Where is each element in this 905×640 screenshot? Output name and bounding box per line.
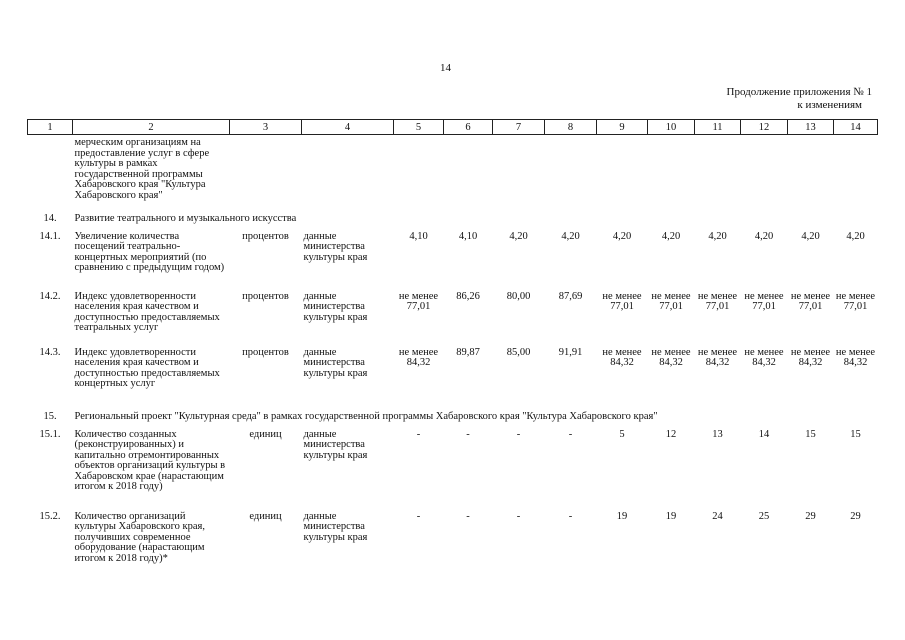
section-number: 15. bbox=[43, 410, 57, 422]
unit: единиц bbox=[249, 428, 282, 440]
indicator-name: Количество организаций культуры Хабаровского края, получивших современное оборудование (нарастающим итогом к 2018 году)* bbox=[74, 510, 206, 564]
column-number-7: 7 bbox=[493, 120, 545, 135]
value-cell: 4,10 bbox=[409, 230, 428, 242]
value-cell: 19 bbox=[665, 510, 677, 522]
table-row bbox=[28, 509, 878, 579]
value-cell: 4,20 bbox=[801, 230, 820, 242]
row-number: 15.2. bbox=[39, 510, 61, 522]
value-cell: 4,20 bbox=[708, 230, 727, 242]
row-number: 14.1. bbox=[39, 230, 61, 242]
value-cell: 4,10 bbox=[458, 230, 478, 242]
indicator-name: Увеличение количества посещений театрально-концертных мероприятий (по сравнению с предыдущим годом) bbox=[74, 230, 225, 273]
value-cell: - bbox=[516, 428, 521, 440]
unit: процентов bbox=[242, 290, 289, 302]
column-number-4: 4 bbox=[302, 120, 394, 135]
value-cell: 12 bbox=[665, 428, 677, 440]
value-cell: 4,20 bbox=[661, 230, 681, 242]
value-cell: 87,69 bbox=[558, 290, 583, 302]
value-cell: - bbox=[568, 428, 573, 440]
value-cell: - bbox=[466, 510, 470, 522]
table-body bbox=[28, 135, 878, 579]
data-source: данные министерства культуры края bbox=[303, 510, 368, 543]
column-number-10: 10 bbox=[648, 120, 695, 135]
value-cell: не менее 84,32 bbox=[744, 346, 784, 368]
continuation-line-2: к изменениям bbox=[797, 99, 862, 111]
table-row bbox=[28, 345, 878, 409]
data-source: данные министерства культуры края bbox=[303, 290, 368, 323]
value-cell bbox=[444, 135, 493, 211]
value-cell: не менее 77,01 bbox=[835, 290, 876, 312]
value-cell: 15 bbox=[850, 428, 861, 440]
value-cell: не менее 77,01 bbox=[744, 290, 784, 312]
data-source: данные министерства культуры края bbox=[303, 428, 368, 461]
column-number-5: 5 bbox=[394, 120, 444, 135]
value-cell bbox=[597, 135, 648, 211]
value-cell bbox=[788, 135, 834, 211]
column-number-11: 11 bbox=[695, 120, 741, 135]
data-source: данные министерства культуры края bbox=[303, 346, 368, 379]
indicator-name: мерческим организациям на предоставление услуг в сфере культуры в рамках государственной программы Хабаровского края "Культура Хабаровского края" bbox=[74, 137, 210, 201]
value-cell: 85,00 bbox=[506, 346, 531, 358]
column-number-12: 12 bbox=[741, 120, 788, 135]
column-number-8: 8 bbox=[545, 120, 597, 135]
row-number: 14.3. bbox=[39, 346, 61, 358]
value-cell bbox=[394, 135, 444, 211]
continuation-note bbox=[727, 86, 872, 112]
value-cell: 91,91 bbox=[558, 346, 583, 358]
data-source: данные министерства культуры края bbox=[303, 230, 368, 263]
value-cell: не менее 84,32 bbox=[790, 346, 831, 368]
value-cell: 86,26 bbox=[456, 290, 480, 302]
continuation-line-1: Продолжение приложения № 1 bbox=[726, 86, 872, 98]
unit: процентов bbox=[242, 346, 289, 358]
value-cell: 4,20 bbox=[754, 230, 774, 242]
column-number-9: 9 bbox=[597, 120, 648, 135]
table-row bbox=[28, 135, 878, 211]
value-cell: - bbox=[568, 510, 573, 522]
section-row bbox=[28, 211, 878, 229]
value-cell: не менее 77,01 bbox=[602, 290, 642, 312]
value-cell: не менее 77,01 bbox=[651, 290, 691, 312]
column-number-3: 3 bbox=[230, 120, 302, 135]
value-cell: не менее 84,32 bbox=[697, 346, 738, 368]
row-number bbox=[28, 135, 73, 211]
value-cell bbox=[695, 135, 741, 211]
value-cell: 13 bbox=[712, 428, 723, 440]
value-cell bbox=[545, 135, 597, 211]
value-cell: не менее 84,32 bbox=[651, 346, 691, 368]
value-cell: 14 bbox=[758, 428, 770, 440]
section-title: Развитие театрального и музыкального искусства bbox=[74, 212, 297, 224]
section-row bbox=[28, 409, 878, 427]
value-cell bbox=[741, 135, 788, 211]
unit: единиц bbox=[249, 510, 282, 522]
column-number-6: 6 bbox=[444, 120, 493, 135]
data-source bbox=[302, 135, 394, 211]
table-row bbox=[28, 427, 878, 509]
unit: процентов bbox=[242, 230, 289, 242]
value-cell: не менее 84,32 bbox=[602, 346, 642, 368]
value-cell: 4,20 bbox=[846, 230, 865, 242]
indicator-name: Количество созданных (реконструированных) и капитально отремонтированных объектов организаций культуры в Хабаровском крае (нарастающим итогом к 2018 году) bbox=[74, 428, 226, 492]
value-cell: не менее 84,32 bbox=[398, 346, 439, 368]
column-number-2: 2 bbox=[73, 120, 230, 135]
column-number-13: 13 bbox=[788, 120, 834, 135]
value-cell: 19 bbox=[616, 510, 628, 522]
section-number: 14. bbox=[43, 212, 57, 224]
table-row bbox=[28, 289, 878, 345]
section-title: Региональный проект "Культурная среда" в рамках государственной программы Хабаровского края "Культура Хабаровского края" bbox=[74, 410, 658, 422]
value-cell: 29 bbox=[850, 510, 861, 522]
page-number: 14 bbox=[440, 62, 451, 74]
row-number: 15.1. bbox=[39, 428, 61, 440]
value-cell: 89,87 bbox=[456, 346, 480, 358]
column-number-1: 1 bbox=[28, 120, 73, 135]
unit bbox=[230, 135, 302, 211]
value-cell: 80,00 bbox=[506, 290, 531, 302]
value-cell: 15 bbox=[805, 428, 816, 440]
value-cell: 4,20 bbox=[509, 230, 528, 242]
value-cell bbox=[834, 135, 878, 211]
value-cell: 29 bbox=[805, 510, 816, 522]
value-cell: не менее 77,01 bbox=[790, 290, 831, 312]
value-cell: - bbox=[416, 510, 421, 522]
table-row bbox=[28, 229, 878, 289]
value-cell: 4,20 bbox=[561, 230, 580, 242]
value-cell: не менее 77,01 bbox=[697, 290, 738, 312]
row-number: 14.2. bbox=[39, 290, 61, 302]
value-cell: не менее 77,01 bbox=[398, 290, 439, 312]
value-cell bbox=[493, 135, 545, 211]
value-cell: - bbox=[416, 428, 421, 440]
indicators-table bbox=[27, 119, 878, 579]
value-cell: 5 bbox=[619, 428, 625, 440]
value-cell: - bbox=[516, 510, 521, 522]
value-cell: - bbox=[466, 428, 470, 440]
column-number-row bbox=[28, 120, 878, 135]
column-number-14: 14 bbox=[834, 120, 878, 135]
value-cell: 4,20 bbox=[612, 230, 632, 242]
value-cell: 25 bbox=[758, 510, 770, 522]
value-cell bbox=[648, 135, 695, 211]
value-cell: 24 bbox=[712, 510, 723, 522]
value-cell: не менее 84,32 bbox=[835, 346, 876, 368]
indicator-name: Индекс удовлетворенности населения края качеством и доступностью предоставляемых концертных услуг bbox=[74, 346, 220, 389]
indicator-name: Индекс удовлетворенности населения края качеством и доступностью предоставляемых театральных услуг bbox=[74, 290, 220, 333]
